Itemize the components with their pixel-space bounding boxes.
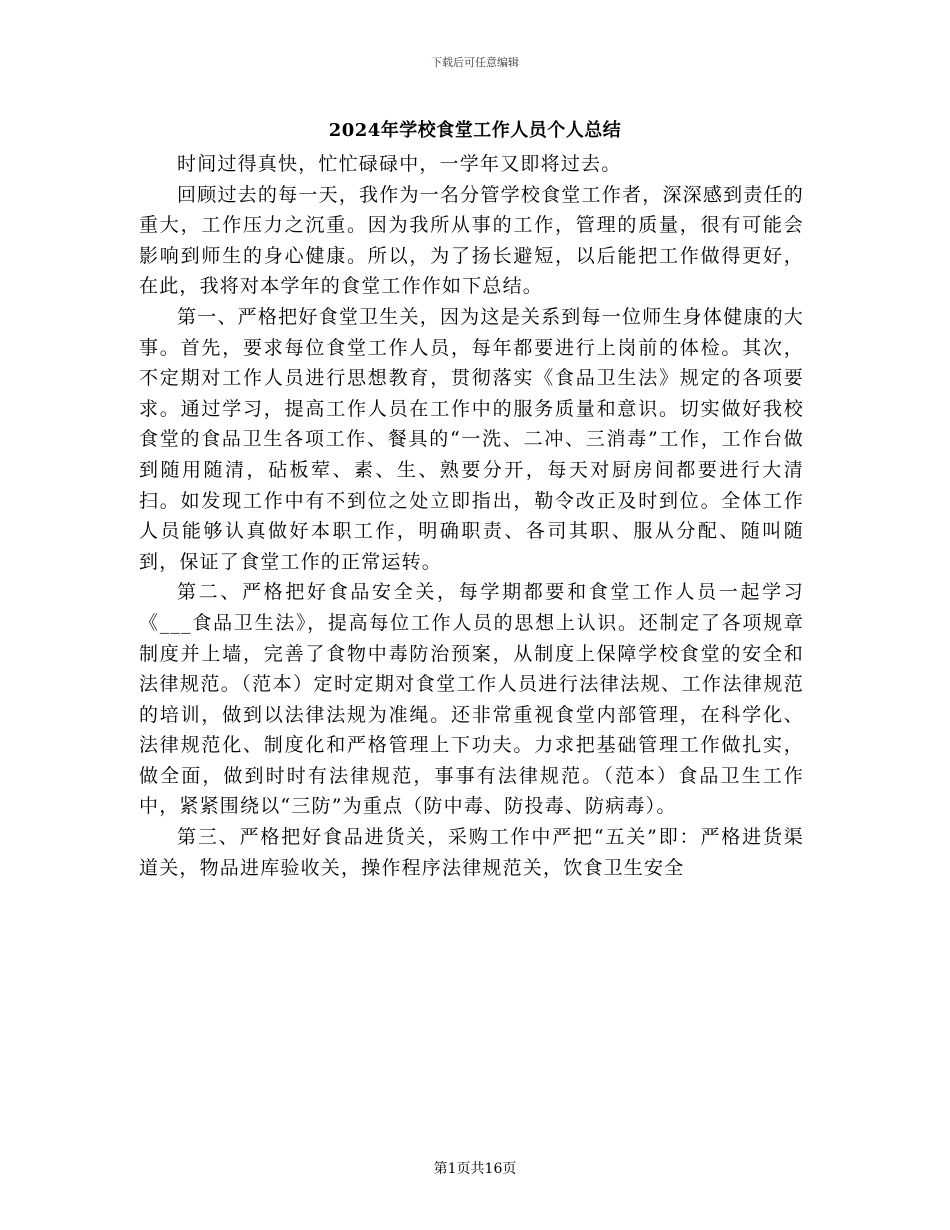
document-title: 2024年学校食堂工作人员个人总结 bbox=[328, 120, 622, 141]
paragraph: 第三、严格把好食品进货关，采购工作中严把“五关”即：严格进货渠道关，物品进库验收关，操作程序法律规范关，饮食卫生安全 bbox=[139, 826, 804, 879]
paragraph: 时间过得真快，忙忙碌碌中，一学年又即将过去。 bbox=[177, 153, 622, 175]
paragraph: 回顾过去的每一天，我作为一名分管学校食堂工作者，深深感到责任的重大，工作压力之沉重。因为我所从事的工作，管理的质量，很有可能会影响到师生的身心健康。所以，为了扬长避短，以后能把工作做得更好，在此，我将对本学年的食堂工作作如下总结。 bbox=[139, 183, 804, 298]
page-number: 第1页共16页 bbox=[433, 1161, 517, 1177]
paragraph: 第二、严格把好食品安全关，每学期都要和食堂工作人员一起学习《___食品卫生法》，提高每位工作人员的思想上认识。还制定了各项规章制度并上墙，完善了食物中毒防治预案，从制度上保障学校食堂的安全和法律规范。（范本）定时定期对食堂工作人员进行法律法规、工作法律规范的培训，做到以法律法规为准绳。还非常重视食堂内部管理，在科学化、法律规范化、制度化和严格管理上下功夫。力求把基础管理工作做扎实，做全面，做到时时有法律规范，事事有法律规范。（范本）食品卫生工作中，紧紧围绕以“三防”为重点（防中毒、防投毒、防病毒）。 bbox=[139, 581, 804, 818]
document-body bbox=[139, 149, 804, 883]
paragraph: 第一、严格把好食堂卫生关，因为这是关系到每一位师生身体健康的大事。首先，要求每位食堂工作人员，每年都要进行上岗前的体检。其次，不定期对工作人员进行思想教育，贯彻落实《食品卫生法》规定的各项要求。通过学习，提高工作人员在工作中的服务质量和意识。切实做好我校食堂的食品卫生各项工作、餐具的“一洗、二冲、三消毒”工作，工作台做到随用随清，砧板荤、素、生、熟要分开，每天对厨房间都要进行大清扫。如发现工作中有不到位之处立即指出，勒令改正及时到位。全体工作人员能够认真做好本职工作，明确职责、各司其职、服从分配、随叫随到，保证了食堂工作的正常运转。 bbox=[139, 305, 804, 573]
header-note: 下载后可任意编辑 bbox=[431, 56, 519, 69]
